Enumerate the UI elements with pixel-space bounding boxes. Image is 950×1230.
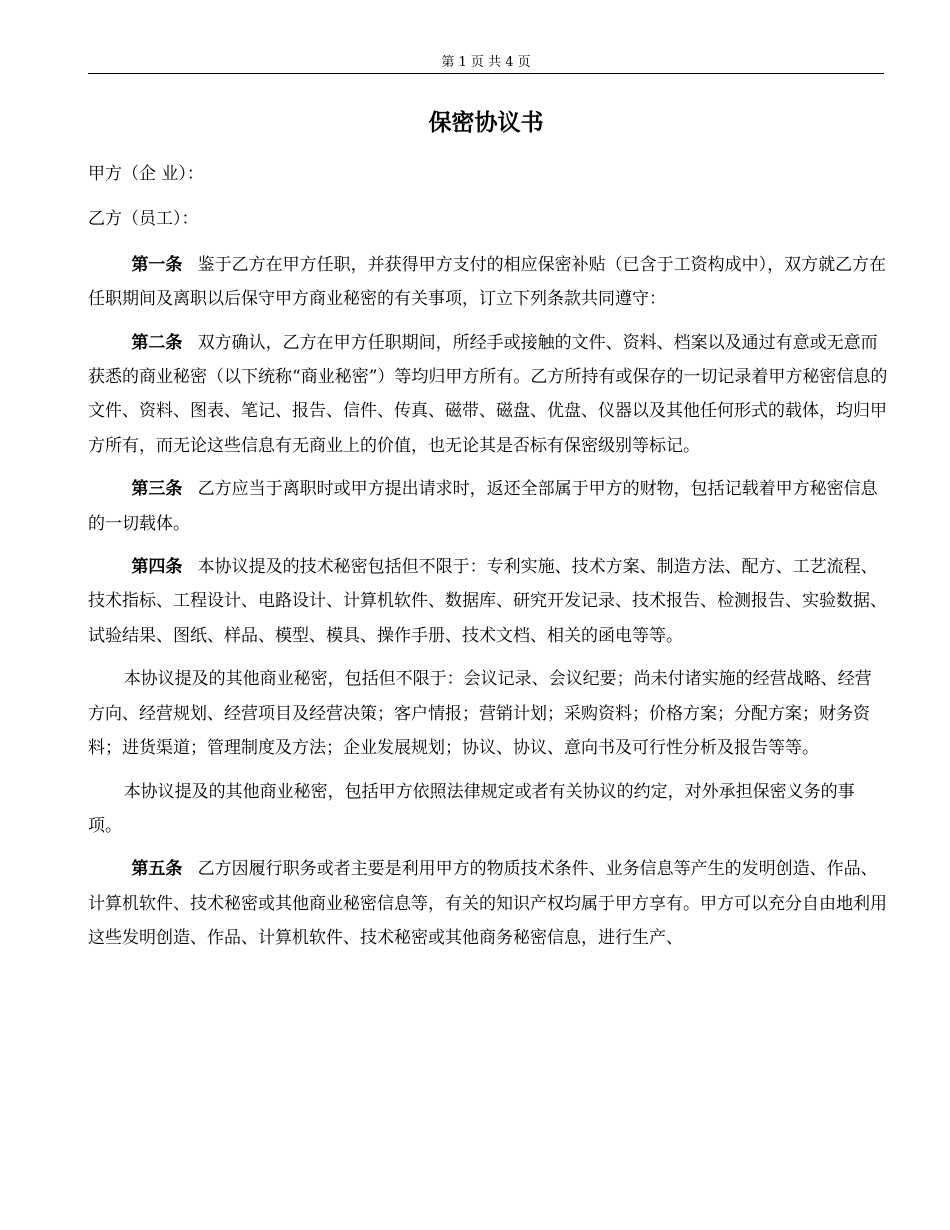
article-label: 第五条 [131, 859, 183, 880]
article-label: 第三条 [131, 479, 183, 500]
article-label: 第四条 [131, 557, 183, 578]
article-1 [88, 248, 888, 317]
article-text: 双方确认，乙方在甲方任职期间，所经手或接触的文件、资料、档案以及通过有意或无意而获悉的商业秘密（以下统称“商业秘密”）等均归甲方所有。乙方所持有或保存的一切记录着甲方秘密信息的文件、资料、图表、笔记、报告、信件、传真、磁带、磁盘、优盘、仪器以及其他任何形式的载体，均归甲方所有，而无论这些信息有无商业上的价值，也无论其是否标有保密级别等标记。 [88, 332, 888, 456]
article-label: 第一条 [131, 254, 183, 275]
other-secrets-paragraph-2: 本协议提及的其他商业秘密，包括甲方依照法律规定或者有关协议的约定，对外承担保密义务的事项。 [88, 781, 855, 836]
article-text: 乙方应当于离职时或甲方提出请求时，返还全部属于甲方的财物，包括记载着甲方秘密信息的一切载体。 [88, 479, 878, 534]
article-2 [88, 326, 888, 464]
article-text: 本协议提及的技术秘密包括但不限于：专利实施、技术方案、制造方法、配方、工艺流程、技术指标、工程设计、电路设计、计算机软件、数据库、研究开发记录、技术报告、检测报告、实验数据、试验结果、图纸、样品、模型、模具、操作手册、技术文档、相关的函电等等。 [88, 557, 887, 646]
article-5 [88, 852, 888, 955]
document-title: 保密协议书 [428, 110, 544, 136]
party-a-line: 甲方（企 业）： [88, 164, 204, 184]
article-label: 第二条 [131, 332, 183, 353]
article-text: 鉴于乙方在甲方任职，并获得甲方支付的相应保密补贴（已含于工资构成中），双方就乙方在任职期间及离职以后保守甲方商业秘密的有关事项，订立下列条款共同遵守： [88, 254, 887, 310]
article-4 [88, 550, 888, 653]
other-secrets-paragraph-1: 本协议提及的其他商业秘密，包括但不限于：会议记录、会议纪要；尚未付诸实施的经营战略、经营方向、经营规划、经营项目及经营决策；客户情报；营销计划；采购资料；价格方案；分配方案；财务资料；进货渠道；管理制度及方法；企业发展规划；协议、协议、意向书及可行性分析及报告等等。 [88, 669, 872, 759]
party-b-line: 乙方（员工）： [88, 209, 199, 230]
page-indicator: 第 1 页 共 4 页 [441, 55, 531, 70]
document-body [88, 157, 888, 965]
page-header [88, 53, 884, 74]
article-3 [88, 472, 888, 541]
article-text: 乙方因履行职务或者主要是利用甲方的物质技术条件、业务信息等产生的发明创造、作品、计算机软件、技术秘密或其他商业秘密信息等，有关的知识产权均属于甲方享有。甲方可以充分自由地利用这些发明创造、作品、计算机软件、技术秘密或其他商务秘密信息，进行生产、 [88, 859, 887, 949]
